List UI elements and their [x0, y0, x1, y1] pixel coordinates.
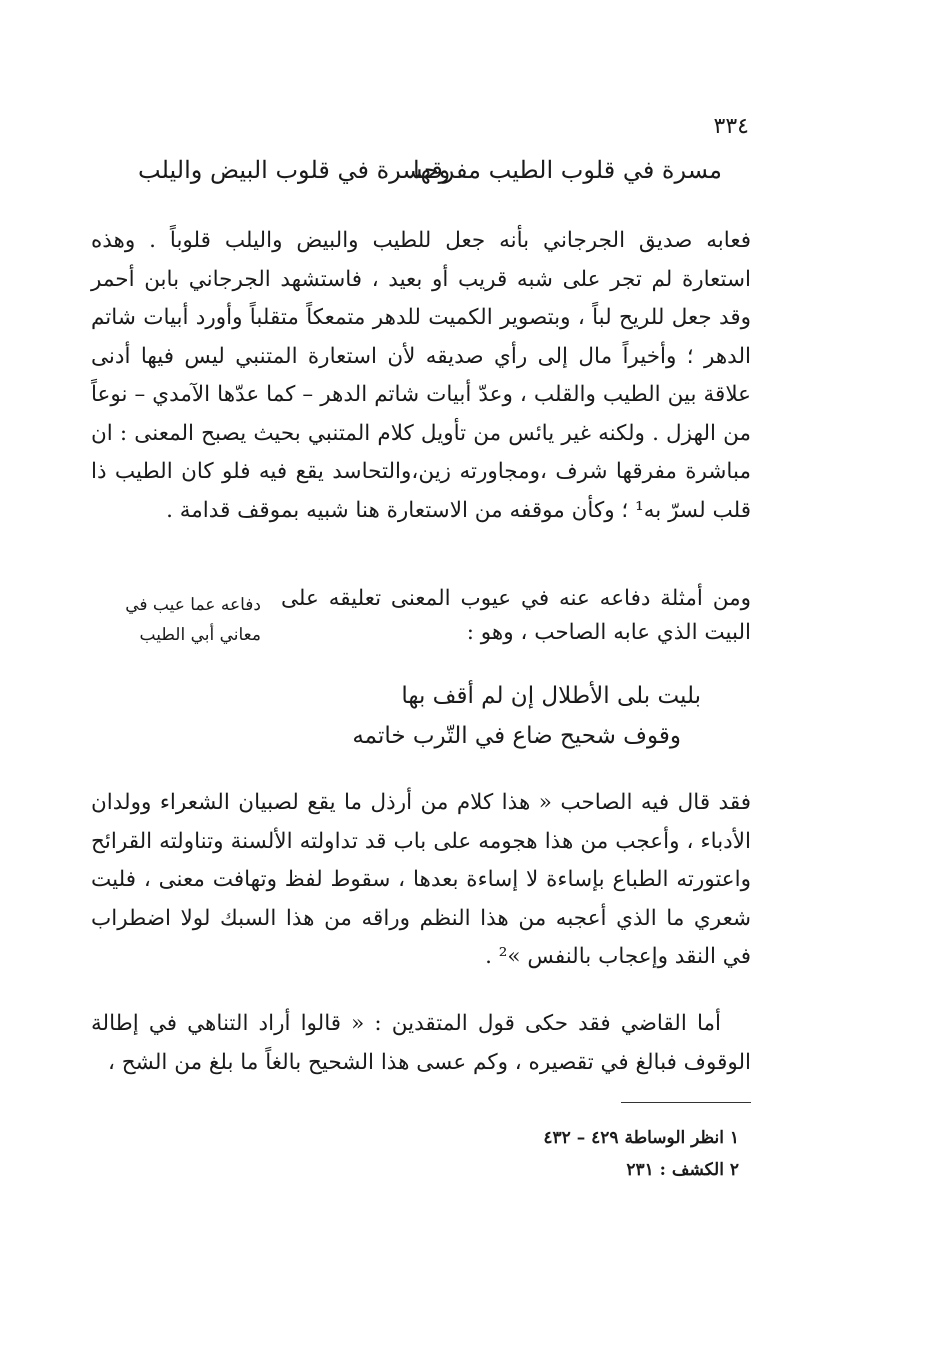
paragraph-1: فعابه صديق الجرجاني بأنه جعل للطيب والبيض واليلب قلوباً . وهذه استعارة لم تجر على شبه قريب أو بعيد ، فاستشهد الجرجاني بابن أحمر وقد جعل للريح لباً ، وبتصوير الكميت للدهر متمعكاً متقلباً وأورد أبيات شاتم الدهر ؛ وأخيراً مال إلى رأي صديقه لأن استعارة المتنبي ليس فيها أدنى علاقة بين الطيب والقلب ، وعدّ أبيات شاتم الدهر – كما عدّها الآمدي – نوعاً من الهزل . ولكنه غير يائس من تأويل كلام المتنبي بحيث يصبح المعنى : ان مباشرة مفرقها شرف ،ومجاورته زين،والتحاسد يقع فيه فلو كان الطيب ذا قلب لسرّ به¹ ؛ وكأن موقفه من الاستعارة هنا شبيه بموقف قدامة .	[91, 228, 751, 523]
verse-line-2: وقوف شحيح ضاع في التّرب خاتمه	[352, 723, 681, 749]
footnote-1: ١ انظر الوساطة ٤٢٩ – ٤٣٢	[543, 1128, 739, 1148]
paragraph-2: ومن أمثلة دفاعه عنه في عيوب المعنى تعليقه على البيت الذي عابه الصاحب ، وهو :	[281, 586, 751, 645]
verse-quoted	[141, 676, 701, 756]
footnote-2: ٢ الكشف : ٢٣١	[626, 1160, 739, 1180]
page-number: ٣٣٤	[713, 114, 749, 139]
verse-line-1: بليت بلى الأطلال إن لم أقف بها	[401, 683, 701, 709]
verse-top	[138, 156, 722, 196]
footnote-divider	[621, 1102, 751, 1103]
paragraph-4: أما القاضي فقد حكى قول المتقدين : « قالوا أراد التناهي في إطالة الوقوف فبالغ في تقصيره ، وكم عسى هذا الشحيح بالغاً ما بلغ من الشح ،	[91, 1011, 751, 1075]
verse-hemistich-first: مسرة في قلوب الطيب مفرقها	[412, 156, 722, 184]
margin-note: دفاعه عما عيب في معاني أبي الطيب	[125, 595, 261, 645]
paragraph-3: فقد قال فيه الصاحب « هذا كلام من أرذل ما يقع لصبيان الشعراء وولدان الأدباء ، وأعجب من هذا هجومه على باب قد تداولته الألسنة وتناولته القرائح واعتورته الطباع بإساءة لا إساءة بعدها ، سقوط لفظ وتهافت معنى ، فليت شعري ما الذي أعجبه من هذا النظم وراقه من هذا السبك لولا اضطراب في النقد وإعجاب بالنفس »² .	[91, 790, 751, 969]
footnotes	[543, 1122, 739, 1186]
verse-hemistich-second: وحسرة في قلوب البيض واليلب	[138, 156, 451, 184]
